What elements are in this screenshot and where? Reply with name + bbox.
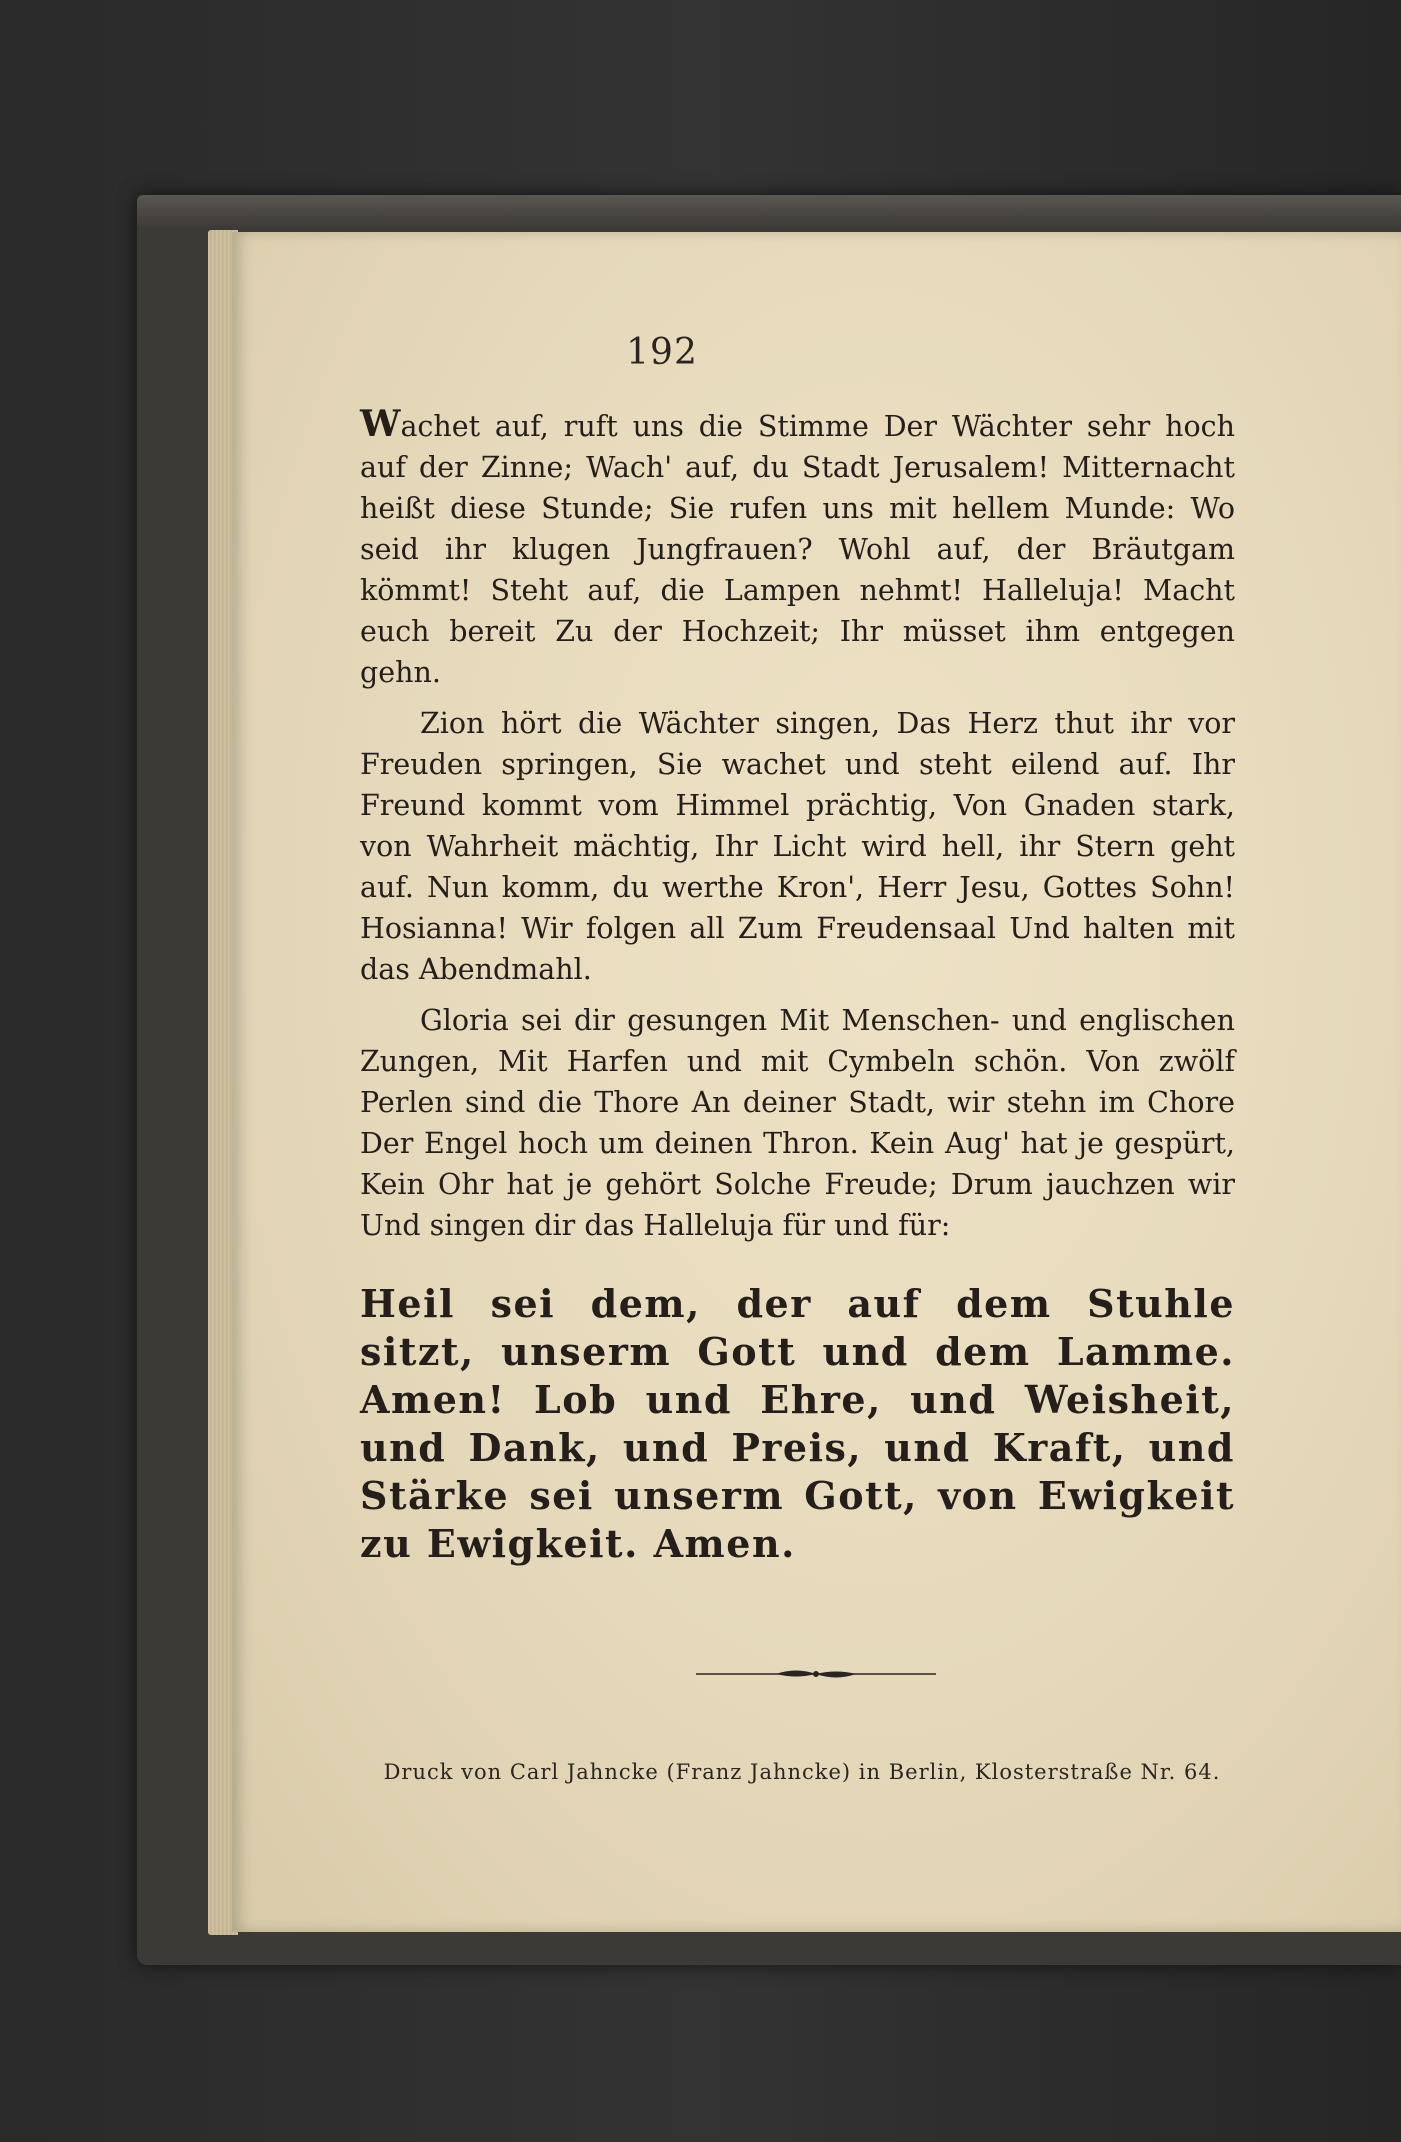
stanza-1 (360, 404, 1235, 693)
stanza-1-text: achet auf, ruft uns die Stimme Der Wächter sehr hoch auf der Zinne; Wach' auf, du Stadt Jerusalem! Mitternacht heißt diese Stunde; Sie rufen uns mit hellem Munde: Wo seid ihr klugen Jungfrauen? Wohl auf, der Bräutgam kömmt! Steht auf, die Lampen nehmt! Halleluja! Macht euch bereit Zu der Hochzeit; Ihr müsset ihm entgegen gehn. (360, 410, 1235, 689)
ornament-divider (696, 1665, 936, 1683)
doxology: Heil sei dem, der auf dem Stuhle sitzt, unserm Gott und dem Lamme. Amen! Lob und Ehre, und Weisheit, und Dank, und Preis, und Kraft, und Stärke sei unserm Gott, von Ewigkeit zu Ewigkeit. Amen. (360, 1281, 1235, 1566)
stanza-3: Gloria sei dir gesungen Mit Menschen- und englischen Zungen, Mit Harfen und mit Cymbeln schön. Von zwölf Perlen sind die Thore An deiner Stadt, wir stehn im Chore Der Engel hoch um deinen Thron. Kein Aug' hat je gespürt, Kein Ohr hat je gehört Solche Freude; Drum jauchzen wir Und singen dir das Halleluja für und für: (360, 1004, 1235, 1242)
cover-top-edge (137, 195, 1401, 229)
stanza-2: Zion hört die Wächter singen, Das Herz thut ihr vor Freuden springen, Sie wachet und steht eilend auf. Ihr Freund kommt vom Himmel prächtig, Von Gnaden stark, von Wahrheit mächtig, Ihr Licht wird hell, ihr Stern geht auf. Nun komm, du werthe Kron', Herr Jesu, Gottes Sohn! Hosianna! Wir folgen all Zum Freudensaal Und halten mit das Abendmahl. (360, 707, 1235, 986)
page-number: 192 (626, 332, 698, 373)
dropcap: W (360, 403, 401, 445)
printer-imprint: Druck von Carl Jahncke (Franz Jahncke) in Berlin, Klosterstraße Nr. 64. (383, 1760, 1221, 1784)
book-page (232, 232, 1401, 1932)
hymn-text (360, 404, 1235, 1568)
